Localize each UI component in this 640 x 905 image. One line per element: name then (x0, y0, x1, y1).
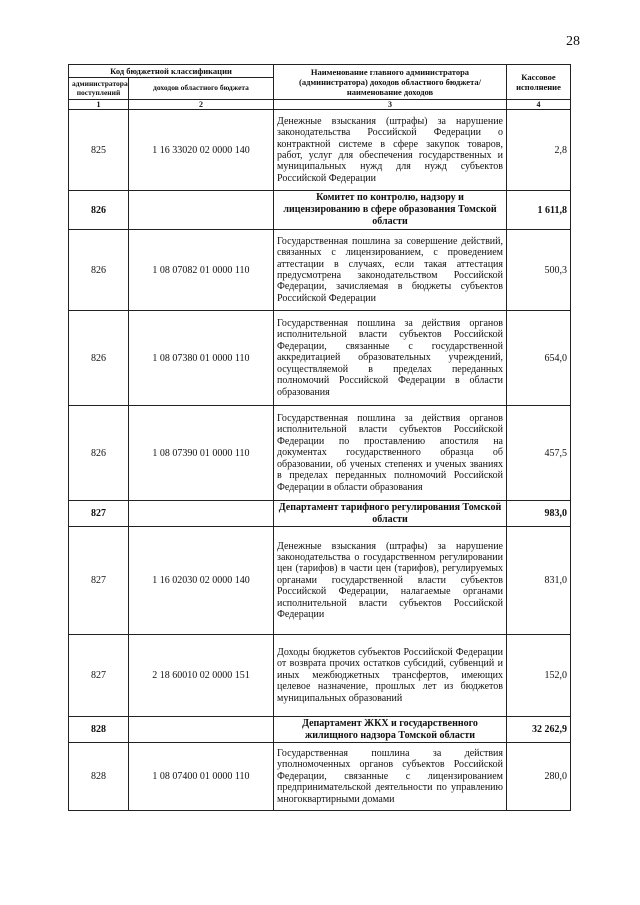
amount: 500,3 (507, 230, 571, 311)
table-row (69, 743, 571, 811)
department-row (69, 717, 571, 743)
admin-code: 826 (69, 406, 129, 501)
income-code (129, 191, 274, 230)
table-row (69, 311, 571, 406)
income-name: Государственная пошлина за действия органов исполнительной власти субъектов Российской Федерации по проставлению апостиля на документах государственного образца об образовании, об ученых степенях и ученых званиях в пределах переданных полномочий Российской Федерации в области образования (274, 406, 507, 501)
amount: 152,0 (507, 635, 571, 717)
department-row (69, 191, 571, 230)
income-code: 1 16 33020 02 0000 140 (129, 110, 274, 191)
column-index: 3 (274, 100, 507, 110)
column-index: 4 (507, 100, 571, 110)
table-row (69, 230, 571, 311)
header-name: Наименование главного администратора (администратора) доходов областного бюджета/ наименование доходов (274, 65, 507, 100)
income-name: Государственная пошлина за действия органов исполнительной власти субъектов Российской Федерации, связанные с государственной аккредитацией образовательных учреждений, осуществляемой в пределах переданных полномочий Российской Федерации в области образования (274, 311, 507, 406)
income-name: Государственная пошлина за действия уполномоченных органов субъектов Российской Федерации, связанные с лицензированием предпринимательской деятельности по управлению многоквартирными домами (274, 743, 507, 811)
amount: 280,0 (507, 743, 571, 811)
amount: 983,0 (507, 501, 571, 527)
admin-code: 827 (69, 527, 129, 635)
income-code (129, 717, 274, 743)
column-index: 2 (129, 100, 274, 110)
admin-code: 827 (69, 501, 129, 527)
table-row (69, 527, 571, 635)
header-code-group: Код бюджетной классификации (69, 65, 274, 78)
income-code: 1 08 07390 01 0000 110 (129, 406, 274, 501)
admin-code: 826 (69, 191, 129, 230)
income-name: Денежные взыскания (штрафы) за нарушение законодательства Российской Федерации о контрактной системе в сфере закупок товаров, работ, услуг для обеспечения государственных и муниципальных нужд для нужд субъектов Российской Федерации (274, 110, 507, 191)
income-name: Государственная пошлина за совершение действий, связанных с лицензированием, с проведением аттестации в случаях, если такая аттестация предусмотрена законодательством Российской Федерации, зачисляемая в бюджеты субъектов Российской Федерации (274, 230, 507, 311)
income-code: 1 08 07380 01 0000 110 (129, 311, 274, 406)
header-income-code: доходов областного бюджета (129, 78, 274, 100)
amount: 1 611,8 (507, 191, 571, 230)
page-number: 28 (566, 34, 580, 49)
table-row (69, 635, 571, 717)
income-code: 1 08 07082 01 0000 110 (129, 230, 274, 311)
department-name: Департамент ЖКХ и государственного жилищного надзора Томской области (274, 717, 507, 743)
admin-code: 825 (69, 110, 129, 191)
amount: 654,0 (507, 311, 571, 406)
amount: 831,0 (507, 527, 571, 635)
income-name: Доходы бюджетов субъектов Российской Федерации от возврата прочих остатков субсидий, субвенций и иных межбюджетных трансфертов, имеющих целевое назначение, прошлых лет из бюджетов муниципальных образований (274, 635, 507, 717)
income-name: Денежные взыскания (штрафы) за нарушение законодательства о государственном регулировании цен (тарифов) в части цен (тарифов), регулируемых органами государственной власти субъектов Российской Федерации, налагаемые органами исполнительной власти субъектов Российской Федерации (274, 527, 507, 635)
income-code (129, 501, 274, 527)
admin-code: 826 (69, 230, 129, 311)
admin-code: 826 (69, 311, 129, 406)
admin-code: 828 (69, 743, 129, 811)
column-index: 1 (69, 100, 129, 110)
admin-code: 828 (69, 717, 129, 743)
table-row (69, 406, 571, 501)
header-admin-code: администратора поступлений (69, 78, 129, 100)
table-row (69, 110, 571, 191)
department-row (69, 501, 571, 527)
income-code: 2 18 60010 02 0000 151 (129, 635, 274, 717)
department-name: Департамент тарифного регулирования Томской области (274, 501, 507, 527)
admin-code: 827 (69, 635, 129, 717)
amount: 2,8 (507, 110, 571, 191)
income-code: 1 16 02030 02 0000 140 (129, 527, 274, 635)
income-code: 1 08 07400 01 0000 110 (129, 743, 274, 811)
budget-income-table (68, 64, 571, 811)
amount: 32 262,9 (507, 717, 571, 743)
amount: 457,5 (507, 406, 571, 501)
header-cash-execution: Кассовое исполнение (507, 65, 571, 100)
department-name: Комитет по контролю, надзору и лицензированию в сфере образования Томской области (274, 191, 507, 230)
